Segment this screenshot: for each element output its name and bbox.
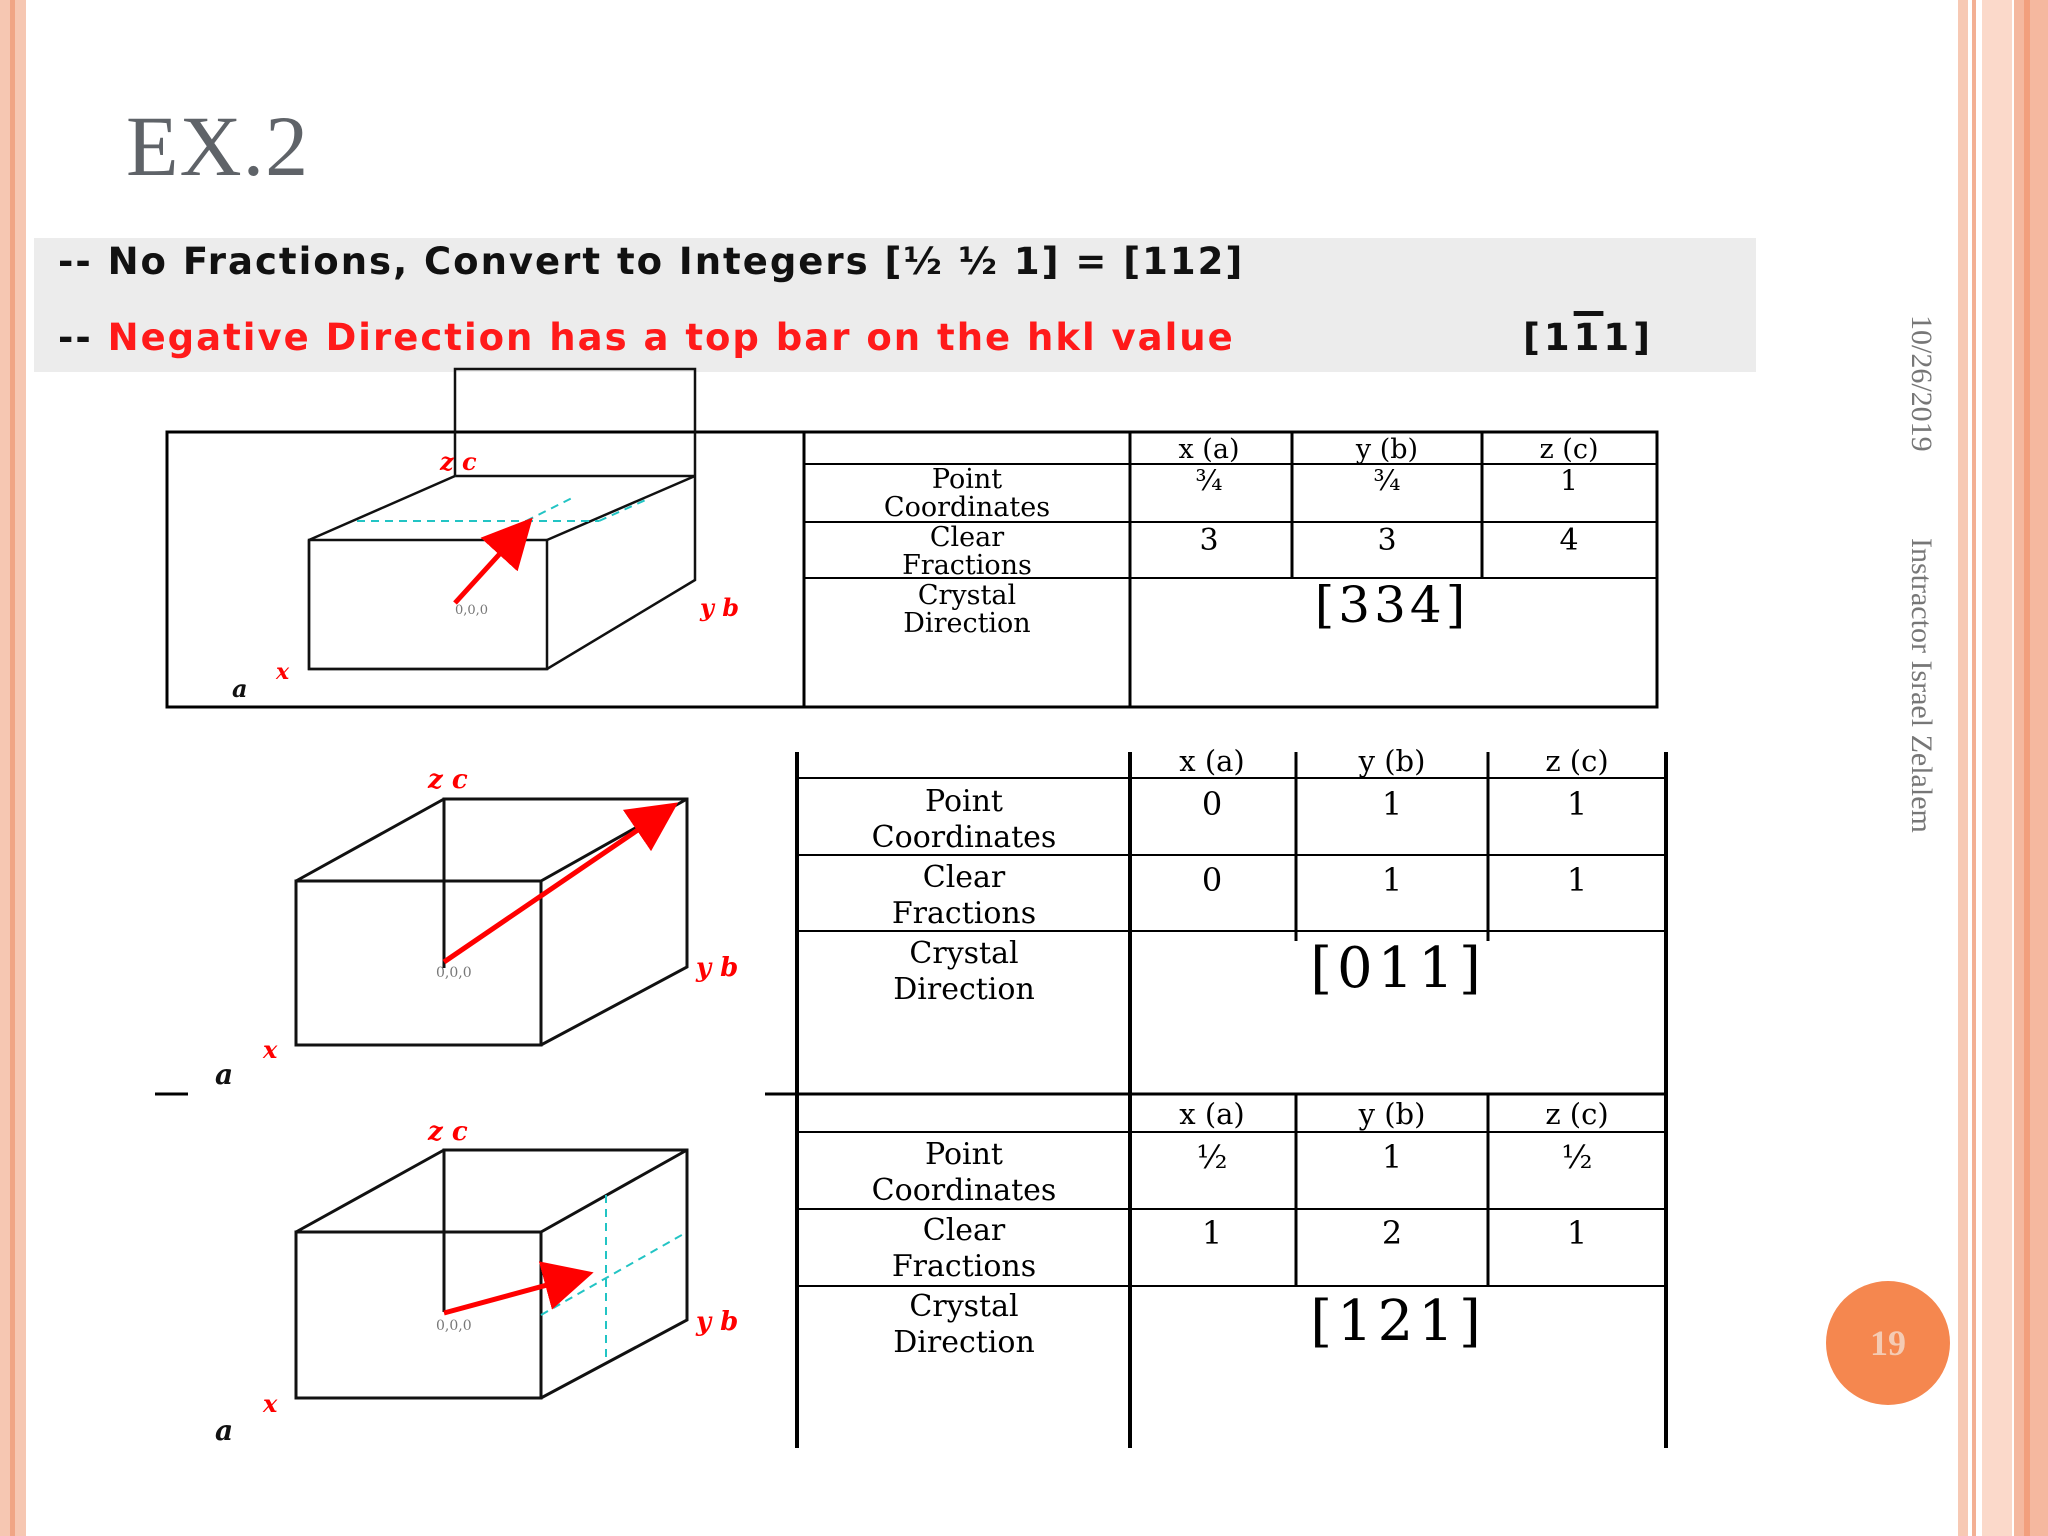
rule2-text: Negative Direction has a top bar on the hkl value — [107, 316, 1235, 359]
svg-text:Fractions: Fractions — [902, 550, 1032, 581]
origin-label-3: 0,0,0 — [436, 1318, 472, 1334]
svg-text:Coordinates: Coordinates — [871, 1173, 1057, 1208]
svg-text:z (c): z (c) — [1545, 744, 1609, 778]
svg-text:y (b): y (b) — [1358, 744, 1426, 778]
svg-text:Clear: Clear — [922, 1213, 1006, 1248]
header-x: x (a) — [1178, 434, 1240, 465]
z-axis-label-1: z c — [440, 447, 477, 476]
header-y: y (b) — [1355, 434, 1419, 465]
slide-title: EX.2 — [126, 98, 310, 194]
svg-text:Point: Point — [924, 1137, 1004, 1172]
ex1-clear-z: 4 — [1559, 523, 1579, 558]
svg-text:Direction: Direction — [893, 1325, 1035, 1360]
a-axis-label-3: a — [215, 1414, 234, 1447]
ex1-clear-y: 3 — [1377, 523, 1397, 558]
svg-text:Fractions: Fractions — [891, 896, 1037, 931]
ex2-clear-x: 0 — [1201, 861, 1223, 899]
ex2-point-x: 0 — [1201, 785, 1223, 823]
ex1-direction: [334] — [1314, 576, 1470, 634]
svg-text:Crystal: Crystal — [909, 936, 1019, 971]
origin-label-1: 0,0,0 — [455, 603, 489, 618]
a-axis-label-2: a — [215, 1058, 234, 1091]
example-1 — [167, 369, 1657, 707]
ex2-direction: [011] — [1310, 936, 1486, 1001]
y-axis-label-3: y b — [696, 1307, 739, 1337]
svg-text:Direction: Direction — [893, 972, 1035, 1007]
rule2-prefix: -- — [58, 316, 108, 359]
ex2-clear-z: 1 — [1566, 861, 1588, 899]
svg-text:x (a): x (a) — [1179, 1097, 1245, 1131]
slide-date: 10/26/2019 — [1905, 315, 1938, 452]
z-axis-label-2: z c — [428, 765, 468, 795]
ex1-point-x: ¾ — [1195, 464, 1223, 497]
x-axis-label-3: x — [263, 1389, 278, 1418]
svg-text:z (c): z (c) — [1545, 1097, 1609, 1131]
svg-text:Crystal: Crystal — [909, 1289, 1019, 1324]
svg-text:Direction: Direction — [903, 608, 1031, 639]
cube-diagram-1 — [309, 369, 695, 669]
vector-arrow-2 — [444, 808, 670, 962]
page-number: 19 — [1870, 1323, 1906, 1363]
rule2-notation: [111] — [1523, 316, 1655, 359]
x-axis-label-2: x — [263, 1035, 278, 1064]
row-label-point: Point — [931, 464, 1003, 495]
vector-arrow-3 — [444, 1275, 584, 1313]
ex3-clear-z: 1 — [1566, 1214, 1588, 1252]
x-axis-label-1: x — [276, 659, 290, 685]
slide-author: Instractor Israel Zelalem — [1905, 538, 1938, 833]
svg-text:Coordinates: Coordinates — [871, 820, 1057, 855]
rule-no-fractions: -- No Fractions, Convert to Integers [½ ½ 1] = [112] — [58, 240, 1245, 283]
ex2-point-z: 1 — [1566, 785, 1588, 823]
cube-diagram-3 — [296, 1150, 687, 1398]
ex1-point-z: 1 — [1560, 464, 1578, 497]
header-z: z (c) — [1539, 434, 1599, 465]
example-3 — [215, 1094, 1666, 1447]
ex2-clear-y: 1 — [1381, 861, 1403, 899]
z-axis-label-3: z c — [428, 1117, 468, 1147]
row-label-crystal: Crystal — [917, 580, 1017, 611]
row-label-clear: Clear — [929, 522, 1005, 553]
ex3-direction: [121] — [1310, 1289, 1486, 1354]
origin-label-2: 0,0,0 — [436, 965, 472, 981]
ex2-point-y: 1 — [1381, 785, 1403, 823]
ex1-clear-x: 3 — [1199, 523, 1219, 558]
ex3-clear-y: 2 — [1381, 1214, 1403, 1252]
svg-text:Fractions: Fractions — [891, 1249, 1037, 1284]
y-axis-label-1: y b — [700, 593, 740, 622]
ex3-point-z: ½ — [1561, 1138, 1593, 1176]
rule2-notation-bar: 1 — [1573, 316, 1604, 359]
svg-text:Clear: Clear — [922, 860, 1006, 895]
ex3-point-x: ½ — [1196, 1138, 1228, 1176]
svg-text:y (b): y (b) — [1358, 1097, 1426, 1131]
svg-text:x (a): x (a) — [1179, 744, 1245, 778]
svg-text:Coordinates: Coordinates — [883, 492, 1051, 523]
a-axis-label-1: a — [232, 674, 248, 703]
svg-text:Point: Point — [924, 784, 1004, 819]
ex1-point-y: ¾ — [1373, 464, 1401, 497]
ex3-point-y: 1 — [1381, 1138, 1403, 1176]
ex3-clear-x: 1 — [1201, 1214, 1223, 1252]
vector-arrow-1 — [455, 525, 526, 603]
y-axis-label-2: y b — [696, 953, 739, 983]
